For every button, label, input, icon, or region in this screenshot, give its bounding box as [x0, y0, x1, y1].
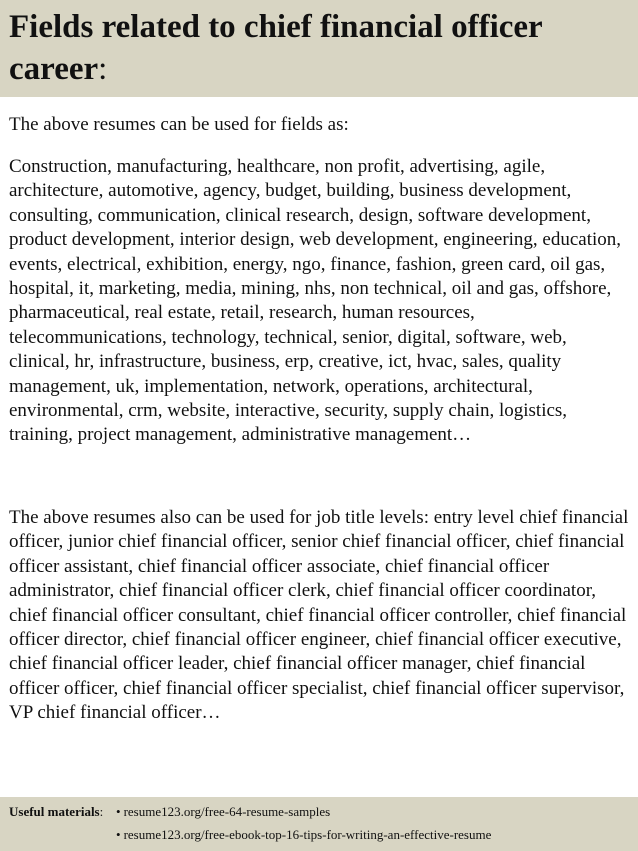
footer-link-text: resume123.org/free-64-resume-samples	[123, 804, 331, 819]
intro-text: The above resumes can be used for fields as:	[9, 114, 349, 135]
page-title-colon: :	[98, 51, 108, 87]
footer-link-ebook-tips[interactable]	[116, 827, 491, 843]
page-title	[9, 6, 629, 90]
footer-link-text: resume123.org/free-ebook-top-16-tips-for-writing-an-effective-resume	[123, 827, 492, 842]
useful-materials-label-text: Useful materials	[9, 804, 100, 819]
footer-banner	[0, 797, 638, 851]
job-levels-paragraph: The above resumes also can be used for job title levels: entry level chief financial officer, junior chief financial officer, senior chief financial officer, chief financial officer assistant, chief financial officer associate, chief financial officer administrator, chief financial officer clerk, chief financial officer coordinator, chief financial officer consultant, chief financial officer controller, chief financial officer director, chief financial officer engineer, chief financial officer executive, chief financial officer leader, chief financial officer manager, chief financial officer officer, chief financial officer specialist, chief financial officer supervisor, VP chief financial officer…	[9, 507, 629, 724]
useful-materials-label	[9, 804, 103, 820]
bullet-icon: •	[116, 827, 121, 842]
bullet-icon: •	[116, 804, 121, 819]
header-banner	[0, 0, 638, 97]
useful-materials-separator: :	[99, 804, 104, 819]
footer-link-resume-samples[interactable]	[116, 804, 330, 820]
fields-paragraph: Construction, manufacturing, healthcare, non profit, advertising, agile, architecture, automotive, agency, budget, building, business development, consulting, communication, clinical research, design, software development, product development, interior design, web development, engineering, education, events, electrical, exhibition, energy, ngo, finance, fashion, green card, oil gas, hospital, it, marketing, media, mining, nhs, non technical, oil and gas, offshore, pharmaceutical, real estate, retail, research, human resources, telecommunications, technology, technical, senior, digital, software, web, clinical, hr, infrastructure, business, erp, creative, ict, hvac, sales, quality management, uk, implementation, network, operations, architectural, environmental, crm, website, interactive, security, supply chain, logistics, training, project management, administrative management…	[9, 156, 622, 446]
page-title-text: Fields related to chief financial officer career	[9, 9, 543, 87]
